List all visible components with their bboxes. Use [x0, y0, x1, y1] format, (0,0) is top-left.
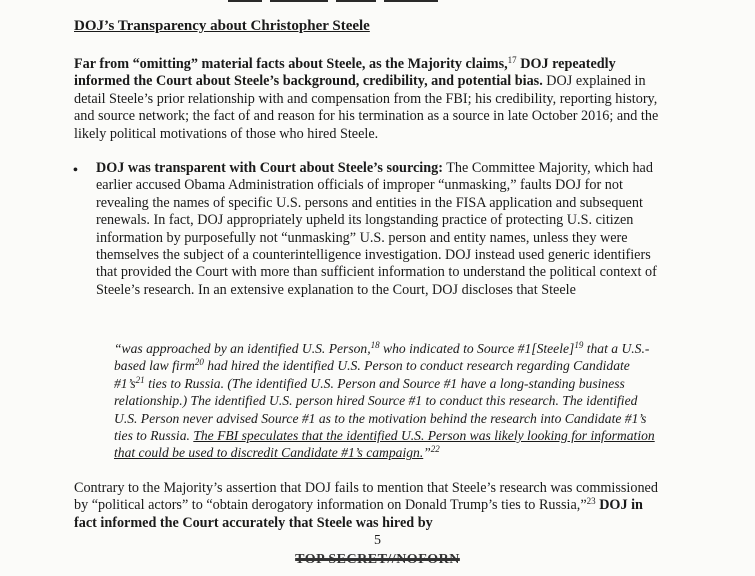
bullet-lead: DOJ was transparent with Court about Steele’s sourcing: [96, 160, 443, 176]
quote-part-3: that a U.S.-based law firm [114, 341, 650, 374]
intro-paragraph [74, 56, 674, 143]
quote-part-1: “was approached by an identified U.S. Person, [114, 341, 371, 356]
quote-part-5: ties to Russia. (The identified U.S. Person and Source #1 have a long-standing business relationship.) The identified U.S. person hired Source #1 to conduct this research. The identified U.S. Person never advised Source #1 as to the motivation behind the research into Candidate #1’s ties to Russia. [114, 375, 647, 444]
classification-marking: TOP SECRET//NOFORN [295, 552, 460, 567]
intro-text: DOJ explained in detail Steele’s prior relationship with and compensation from the FBI; his credibility, reporting history, and source network; the fact of and reason for his termination as a source in late October 2016; and the likely political motivations of those who hired Steele. [74, 73, 659, 142]
page-number: 5 [374, 533, 381, 548]
quote-underlined: The FBI speculates that the identified U.S. Person was likely looking for information that could be used to discredit Candidate #1’s campaign. [114, 428, 655, 461]
footnote-19: 19 [574, 340, 584, 350]
bullet-paragraph [96, 160, 662, 299]
intro-bold-1: Far from “omitting” material facts about Steele, as the Majority claims, [74, 56, 508, 72]
footnote-21: 21 [135, 374, 145, 385]
bullet-text: The Committee Majority, which had earlier accused Obama Administration officials of improper “unmasking,” faults DOJ for not revealing the names of specific U.S. persons and entities in the FISA application and subsequent renewals. In fact, DOJ appropriately upheld its longstanding practice of protecting U.S. citizen information by purposefully not “unmasking” U.S. person and entity names, unless they were themselves the subject of a counterintelligence investigation. DOJ instead used generic identifiers that provided the Court with more than sufficient information to understand the political context of Steele’s research. In an extensive explanation to the Court, DOJ discloses that Steele [96, 160, 657, 298]
intro-bold-2: DOJ repeatedly informed the Court about Steele’s background, credibility, and potential bias. [74, 56, 616, 90]
block-quote [114, 340, 658, 462]
footnote-20: 20 [194, 357, 204, 368]
closing-paragraph [74, 480, 664, 532]
quote-close: ” [423, 445, 431, 461]
footnote-18: 18 [370, 340, 380, 350]
closing-bold: DOJ in fact informed the Court accurately that Steele was hired by [74, 497, 643, 531]
footnote-22: 22 [430, 444, 440, 455]
footnote-23: 23 [586, 496, 596, 507]
cropped-previous-line [0, 0, 755, 6]
quote-part-4: had hired the identified U.S. Person to conduct research regarding Candidate #1’s [114, 358, 630, 391]
footnote-17: 17 [507, 55, 517, 65]
quote-part-2: who indicated to Source #1[Steele] [379, 341, 575, 356]
section-heading: DOJ’s Transparency about Christopher Steele [74, 18, 370, 34]
closing-text: Contrary to the Majority’s assertion that DOJ fails to mention that Steele’s research was commissioned by “political actors” to “obtain derogatory information on Donald Trump’s ties to Russia,” [74, 480, 658, 514]
bullet-marker: • [73, 163, 78, 178]
